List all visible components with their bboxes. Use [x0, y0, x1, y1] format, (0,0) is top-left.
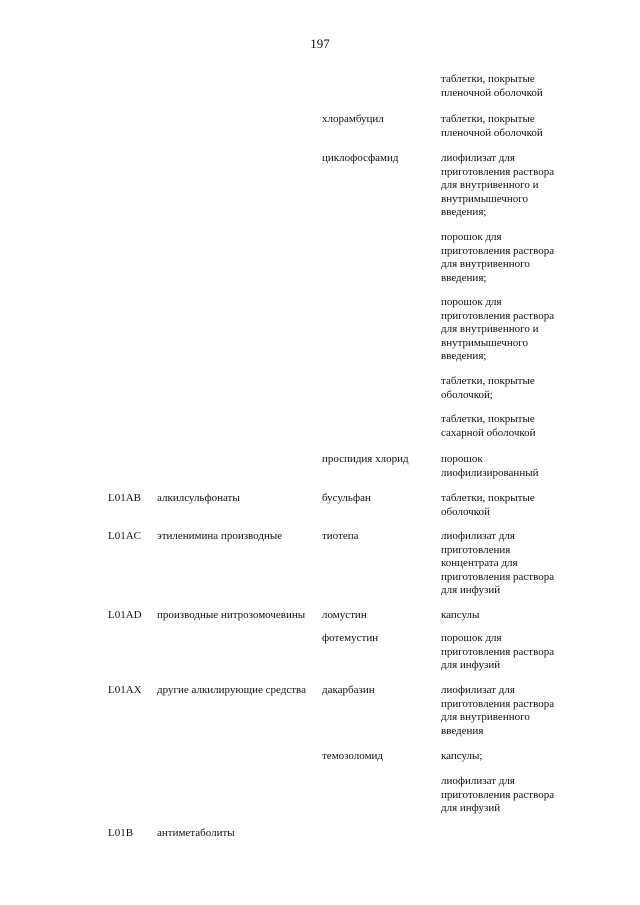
- drug-name: дакарбазин: [322, 684, 375, 696]
- page-number: 197: [310, 36, 330, 51]
- dosage-form: капсулы: [441, 609, 480, 621]
- atc-code: L01B: [108, 827, 134, 839]
- atc-code: L01AX: [108, 684, 142, 696]
- atc-code: L01AD: [108, 609, 142, 621]
- dosage-form: таблетки, покрытые пленочной оболочкой: [441, 113, 543, 139]
- drug-group: этиленимина производные: [157, 530, 283, 542]
- drug-name: циклофосфамид: [322, 152, 399, 164]
- drug-name: хлорамбуцил: [322, 113, 384, 125]
- atc-code: L01AC: [108, 530, 141, 542]
- dosage-form: лиофилизат для приготовления концентрата для приготовления раствора для инфузий: [441, 530, 555, 596]
- dosage-form: лиофилизат для приготовления раствора для инфузий: [441, 775, 555, 814]
- drug-group: другие алкилирующие средства: [157, 684, 306, 696]
- drug-group: алкилсульфонаты: [157, 492, 240, 504]
- drug-name: фотемустин: [322, 632, 379, 644]
- drug-name: темозоломид: [322, 750, 384, 762]
- dosage-form: порошок для приготовления раствора для внутривенного и внутримышечного введения;: [441, 296, 555, 362]
- atc-code: L01AB: [108, 492, 141, 504]
- dosage-form: порошок лиофилизированный: [441, 453, 539, 479]
- drug-group: производные нитрозомочевины: [157, 609, 306, 621]
- dosage-form: порошок для приготовления раствора для внутривенного введения;: [441, 231, 555, 284]
- dosage-form: таблетки, покрытые оболочкой: [441, 492, 535, 518]
- dosage-form: таблетки, покрытые сахарной оболочкой: [441, 413, 536, 439]
- dosage-form: порошок для приготовления раствора для инфузий: [441, 632, 555, 671]
- drug-group: антиметаболиты: [157, 827, 235, 839]
- dosage-form: лиофилизат для приготовления раствора для внутривенного и внутримышечного введения;: [441, 152, 555, 218]
- drug-name: проспидия хлорид: [322, 453, 409, 465]
- dosage-form: лиофилизат для приготовления раствора для внутривенного введения: [441, 684, 555, 737]
- drug-name: ломустин: [322, 609, 367, 621]
- dosage-form: таблетки, покрытые пленочной оболочкой: [441, 73, 543, 99]
- dosage-form: таблетки, покрытые оболочкой;: [441, 375, 535, 401]
- drug-name: тиотепа: [322, 530, 359, 542]
- drug-name: бусульфан: [322, 492, 371, 504]
- dosage-form: капсулы;: [441, 750, 483, 762]
